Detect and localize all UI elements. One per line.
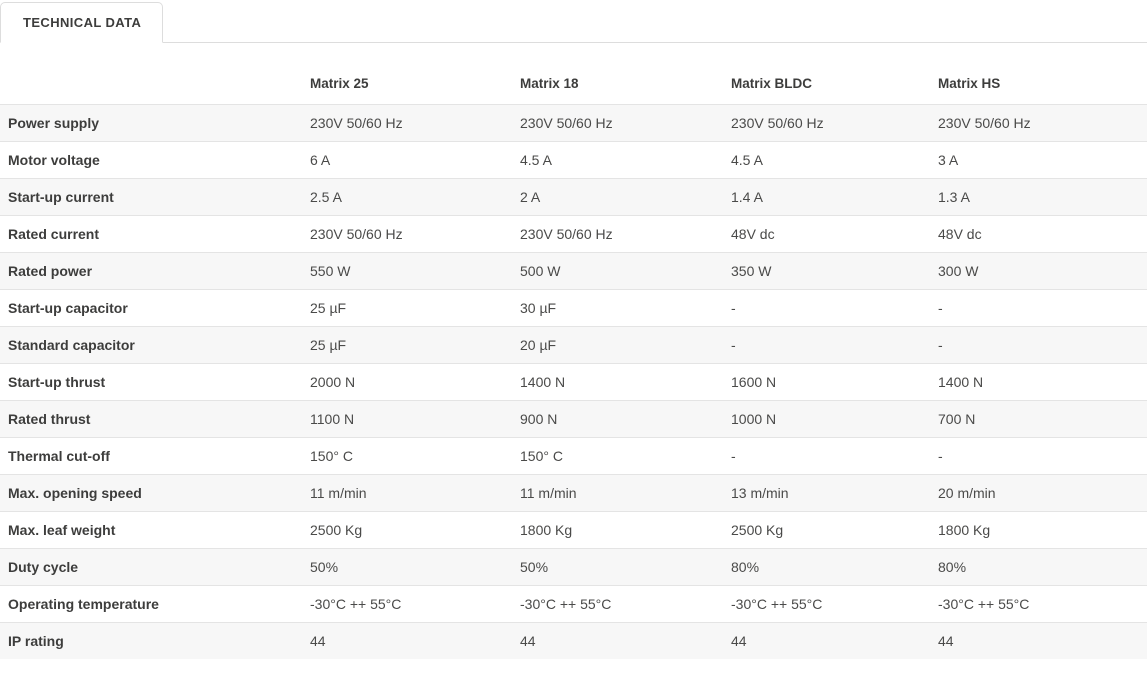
cell: 6 A — [310, 152, 331, 168]
cell: - — [938, 337, 943, 353]
row-label: Thermal cut-off — [8, 448, 110, 464]
cell: 50% — [310, 559, 339, 575]
cell: 1400 N — [520, 374, 566, 390]
cell: 150° C — [520, 448, 563, 464]
cell: 500 W — [520, 263, 561, 279]
cell: 20 m/min — [938, 485, 996, 501]
table-row — [0, 586, 1147, 623]
cell: 1800 Kg — [938, 522, 991, 538]
cell: 2500 Kg — [731, 522, 784, 538]
cell: 900 N — [520, 411, 558, 427]
cell: 1.3 A — [938, 189, 970, 205]
cell: 1000 N — [731, 411, 777, 427]
cell: -30°C ++ 55°C — [938, 596, 1030, 612]
cell: 2500 Kg — [310, 522, 363, 538]
cell: 350 W — [731, 263, 772, 279]
cell: 150° C — [310, 448, 353, 464]
cell: 1.4 A — [731, 189, 763, 205]
cell: -30°C ++ 55°C — [310, 596, 402, 612]
cell: 1400 N — [938, 374, 984, 390]
cell: 30 µF — [520, 300, 557, 316]
cell: 230V 50/60 Hz — [310, 115, 403, 131]
cell: - — [731, 448, 736, 464]
table-row — [0, 290, 1147, 327]
cell: 44 — [731, 633, 747, 649]
cell: 230V 50/60 Hz — [731, 115, 824, 131]
cell: 25 µF — [310, 337, 347, 353]
row-label: Start-up current — [8, 189, 114, 205]
table-header-row — [0, 59, 1147, 105]
cell: 80% — [731, 559, 760, 575]
row-label: Rated power — [8, 263, 93, 279]
cell: - — [731, 300, 736, 316]
cell: 2.5 A — [310, 189, 342, 205]
table-row — [0, 623, 1147, 660]
cell: 700 N — [938, 411, 976, 427]
cell: 230V 50/60 Hz — [520, 115, 613, 131]
cell: 1100 N — [310, 411, 355, 427]
cell: -30°C ++ 55°C — [520, 596, 612, 612]
cell: 11 m/min — [520, 485, 577, 501]
column-header: Matrix 18 — [520, 76, 579, 91]
cell: 48V dc — [938, 226, 982, 242]
table-row — [0, 327, 1147, 364]
cell: 4.5 A — [520, 152, 552, 168]
table-row — [0, 179, 1147, 216]
cell: - — [731, 337, 736, 353]
cell: 2 A — [520, 189, 541, 205]
row-label: Operating temperature — [8, 596, 159, 612]
cell: 50% — [520, 559, 549, 575]
column-header: Matrix 25 — [310, 76, 369, 91]
table-row — [0, 512, 1147, 549]
cell: 2000 N — [310, 374, 356, 390]
cell: 11 m/min — [310, 485, 367, 501]
cell: 44 — [310, 633, 326, 649]
table-row — [0, 253, 1147, 290]
cell: 230V 50/60 Hz — [938, 115, 1031, 131]
cell: 80% — [938, 559, 967, 575]
cell: 230V 50/60 Hz — [520, 226, 613, 242]
cell: 25 µF — [310, 300, 347, 316]
cell: 13 m/min — [731, 485, 789, 501]
cell: - — [938, 448, 943, 464]
row-label-header — [0, 59, 310, 105]
cell: 550 W — [310, 263, 351, 279]
tab-technical-data[interactable] — [0, 2, 163, 43]
table-row — [0, 438, 1147, 475]
row-label: Rated current — [8, 226, 100, 242]
table-row — [0, 364, 1147, 401]
tab-label: TECHNICAL DATA — [23, 15, 142, 30]
cell: 48V dc — [731, 226, 775, 242]
row-label: Power supply — [8, 115, 100, 131]
cell: 44 — [520, 633, 536, 649]
cell: 1800 Kg — [520, 522, 573, 538]
tab-bar — [0, 0, 1147, 43]
row-label: Rated thrust — [8, 411, 91, 427]
table-row — [0, 142, 1147, 179]
technical-data-table — [0, 59, 1147, 659]
column-header: Matrix HS — [938, 76, 1001, 91]
table-row — [0, 105, 1147, 142]
cell: 230V 50/60 Hz — [310, 226, 403, 242]
cell: 3 A — [938, 152, 959, 168]
table-row — [0, 549, 1147, 586]
row-label: Max. opening speed — [8, 485, 142, 501]
cell: 300 W — [938, 263, 979, 279]
row-label: Duty cycle — [8, 559, 79, 575]
column-header: Matrix BLDC — [731, 76, 813, 91]
row-label: Motor voltage — [8, 152, 100, 168]
table-row — [0, 216, 1147, 253]
table-row — [0, 475, 1147, 512]
cell: 44 — [938, 633, 954, 649]
cell: 1600 N — [731, 374, 777, 390]
cell: 4.5 A — [731, 152, 763, 168]
row-label: Start-up thrust — [8, 374, 106, 390]
cell: 20 µF — [520, 337, 557, 353]
cell: -30°C ++ 55°C — [731, 596, 823, 612]
row-label: Standard capacitor — [8, 337, 135, 353]
table-body — [0, 105, 1147, 660]
row-label: Start-up capacitor — [8, 300, 128, 316]
row-label: IP rating — [8, 633, 64, 649]
cell: - — [938, 300, 943, 316]
row-label: Max. leaf weight — [8, 522, 116, 538]
table-row — [0, 401, 1147, 438]
